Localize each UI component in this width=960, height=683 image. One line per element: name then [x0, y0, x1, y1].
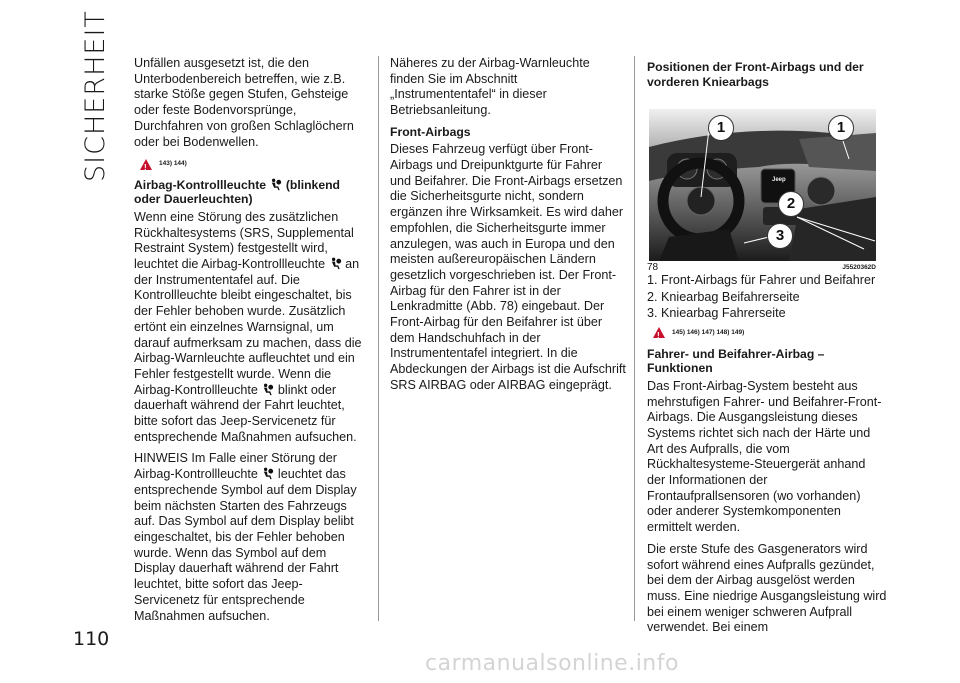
column-middle	[390, 56, 626, 400]
section-title: SICHERHEIT	[80, 10, 111, 182]
legend-list	[647, 273, 887, 322]
paragraph-intro: Unfällen ausgesetzt ist, die den Unterbodenbereich betreffen, wie z.B. starke Stöße gegen Stufen, Gehsteige oder feste Bodenvorsprünge, Durchfahren von großen Schlaglöchern oder bei Bodenwellen.	[134, 56, 354, 149]
warning-triangle-icon	[140, 159, 152, 170]
column-right	[647, 56, 887, 642]
warning-refs: ! 143) 144)	[140, 156, 366, 172]
list-item: 1. Front-Airbags für Fahrer und Beifahrer	[647, 273, 876, 287]
warning-triangle-icon	[653, 327, 665, 338]
paragraph-funktion-1: Das Front-Airbag-System besteht aus mehrstufigen Fahrer- und Beifahrer-Front-Airbags. Die Ausgangsleistung dieses Systems richtet sich nach der Härte und Art des Aufpralls, die vom Rückhaltesysteme-Steuergerät anhand der Informationen der Frontaufprallsensoren (wo vorhanden) oder anderer Systemkomponenten ermittelt werden.	[647, 378, 882, 535]
callout-3: 3	[767, 223, 793, 249]
page-number: 110	[73, 628, 110, 650]
figure-dashboard-photo	[649, 109, 876, 261]
paragraph-warnleuchte: Näheres zu der Airbag-Warnleuchte finden Sie im Abschnitt „Instrumententafel“ in dieser Betriebsanleitung.	[390, 56, 590, 118]
paragraph-hinweis: HINWEIS Im Falle einer Störung der Airbag-Kontrollleuchte leuchtet das entsprechende Symbol auf dem Display beim nächsten Starten des Fahrzeugs auf. Das Symbol auf dem Display belibt eingeschaltet, bis der Fehler behoben wurde. Wenn das Symbol auf dem Display dauerhaft während der Fahrt leuchtet, bitte sofort das Jeep-Servicenetz für entsprechende Maßnahmen aufsuchen.	[134, 451, 357, 623]
paragraph-stoerung: Wenn eine Störung des zusätzlichen Rückhaltesystems (SRS, Supplemental Restraint System) festgestellt wird, leuchtet die Airbag-Kontrollleuchte an der Instrumententafel auf. Die Kontrollleuchte bleibt eingeschaltet, bis der Fehler behoben wurde. Zusätzlich ertönt ein einzelnes Warnsignal, um darauf aufmerksam zu machen, dass die Airbag-Warnleuchte aufleuchtet und ein Fehler festgestellt wurde. Wenn die Airbag-Kontrollleuchte blinkt oder dauerhaft während der Fahrt leuchtet, bitte sofort das Jeep-Servicenetz für entsprechende Maßnahmen aufsuchen.	[134, 209, 362, 444]
airbag-warning-icon	[261, 383, 274, 396]
airbag-warning-icon	[329, 257, 342, 270]
column-divider	[378, 56, 379, 621]
callout-1-passenger: 1	[828, 115, 854, 141]
figure-caption	[647, 263, 876, 273]
column-left	[134, 56, 366, 630]
callout-2: 2	[778, 191, 804, 217]
footer-watermark: carmanualsonline.info	[425, 651, 679, 676]
figure-number: 78	[647, 262, 659, 273]
airbag-warning-icon	[269, 178, 282, 191]
heading-positionen: Positionen der Front-Airbags und der vorderen Kniearbags	[647, 60, 864, 89]
heading-front-airbags: Front-Airbags	[390, 124, 471, 139]
paragraph-front-airbags: Dieses Fahrzeug verfügt über Front-Airbags und Dreipunktgurte für Fahrer und Beifahrer. Die Front-Airbags ersetzen die Sicherheitsgurte nicht, sondern ergänzen ihre Wirksamkeit. Es wird daher empfohlen, die Sicherheitsgurte immer anzulegen, was auch in Europa und den meisten außereuropäischen Ländern gesetzlich vorgeschrieben ist. Der Front-Airbag für den Fahrer ist in der Lenkradmitte (Abb. 78) eingebaut. Der Front-Airbag für den Beifahrer ist über dem Handschuhfach in der Instrumententafel integriert. In die Abdeckungen der Airbags ist die Aufschrift SRS AIRBAG oder AIRBAG eingeprägt.	[390, 142, 626, 392]
airbag-warning-icon	[261, 467, 274, 480]
list-item: 3. Kniearbag Fahrerseite	[647, 306, 786, 321]
warning-refs: ! 145) 146) 147) 148) 149)	[653, 325, 887, 341]
jeep-badge: Jeep	[772, 177, 786, 183]
paragraph-funktion-2: Die erste Stufe des Gasgenerators wird sofort während eines Aufpralls gezündet, bei dem der Airbag ausgelöst werden muss. Eine niedrige Ausgangsleistung wird bei einem weniger schweren Aufprall verwendet. Bei einem	[647, 541, 887, 635]
callout-1-driver: 1	[708, 115, 734, 141]
column-divider	[634, 56, 635, 621]
figure-code: J5520362D	[842, 264, 876, 271]
heading-airbag-kontrollleuchte: Airbag-Kontrollleuchte (blinkend oder Dauerleuchten)	[134, 177, 340, 207]
heading-funktionen: Fahrer- und Beifahrer-Airbag – Funktionen	[647, 346, 825, 376]
list-item: 2. Kniearbag Beifahrerseite	[647, 289, 800, 304]
